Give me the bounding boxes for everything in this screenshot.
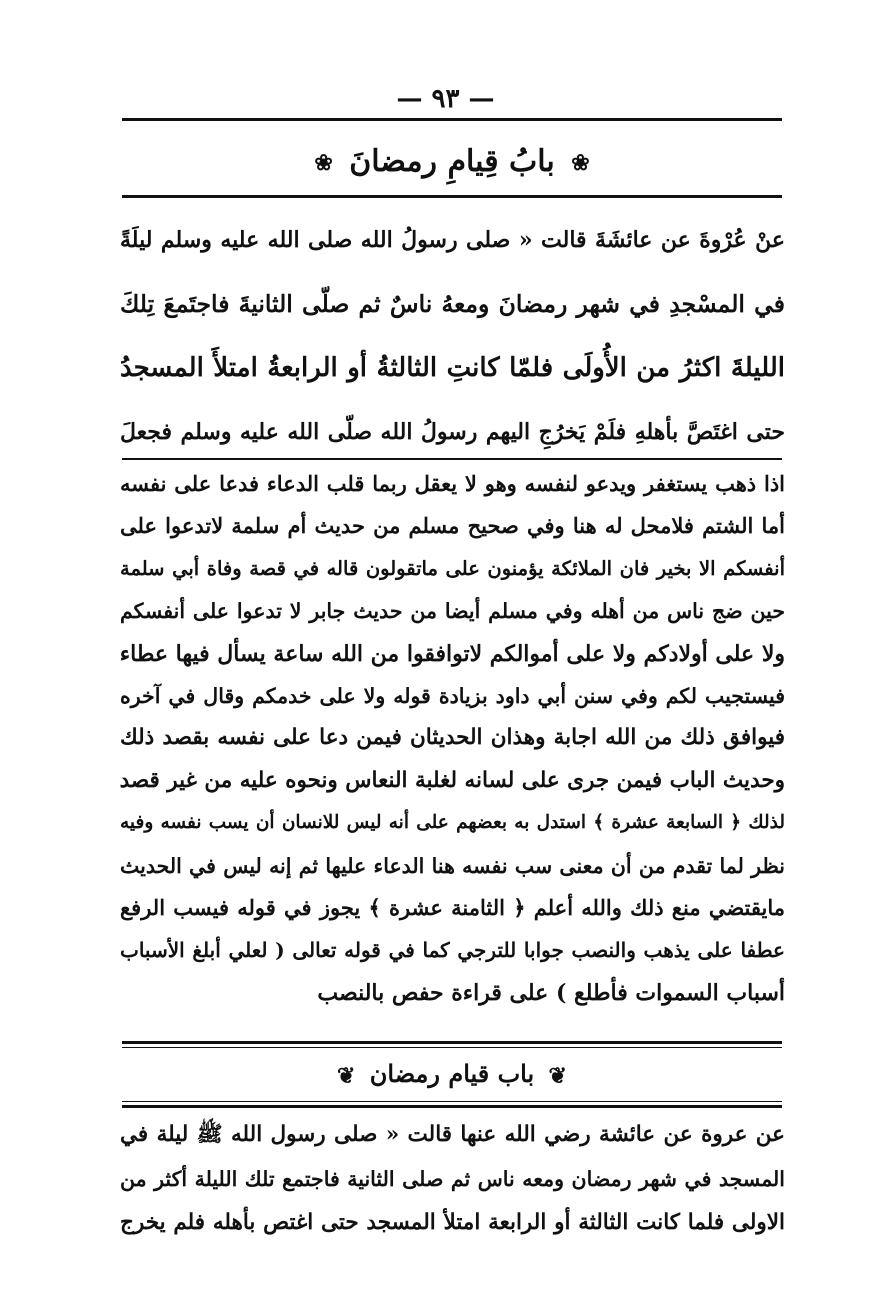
sharh-line: وحديث الباب فيمن جرى على لسانه لغلبة النعاس ونحوه عليه من غير قصد bbox=[120, 767, 785, 793]
sharh-line: حين ضج ناس من أهله وفي مسلم أيضا من حديث جابر لا تدعوا على أنفسكم bbox=[120, 599, 785, 624]
sharh-line: أما الشتم فلامحل له هنا وفي صحيح مسلم من حديث أم سلمة لاتدعوا على bbox=[120, 513, 785, 539]
section-rule-top-thick bbox=[122, 1041, 782, 1044]
section-rule-top-thin bbox=[122, 1047, 782, 1048]
top-heading-text: بابُ قِيامِ رمضانَ bbox=[349, 144, 555, 179]
heading-rule bbox=[122, 195, 782, 198]
bottom-heading-text: باب قيام رمضان bbox=[369, 1059, 535, 1088]
sharh-text bbox=[120, 463, 785, 1014]
ornament-right-icon: ❀ bbox=[571, 150, 590, 176]
lower-text bbox=[120, 1113, 785, 1245]
sharh-line: اذا ذهب يستغفر ويدعو لنفسه وهو لا يعقل ربما قلب الدعاء فدعا على نفسه bbox=[120, 471, 785, 496]
matn-line: حتى اغتَصَّ بأهلهِ فلَمْ يَخرُجِ اليهم رسولُ الله صلّى الله عليه وسلم فجعلَ bbox=[120, 419, 785, 445]
sharh-line: أسباب السموات فأطلع ) على قراءة حفص بالنصب bbox=[317, 979, 785, 1006]
matn-sharh-divider bbox=[122, 458, 782, 460]
sharh-line: نظر لما تقدم من أن معنى سب نفسه هنا الدعاء عليها ثم إنه ليس في الحديث bbox=[120, 853, 785, 878]
top-rule bbox=[122, 118, 782, 121]
matn-line: عنْ عُرْوةَ عن عائشَةَ قالت « صلى رسولُ الله صلى الله عليه وسلم ليلَةً bbox=[120, 227, 785, 253]
sharh-line: أنفسكم الا بخير فان الملائكة يؤمنون على ماتقولون قاله في قصة وفاة أبي سلمة bbox=[120, 556, 785, 580]
sharh-line: مايقتضي منع ذلك والله أعلم ﴿ الثامنة عشرة ﴾ يجوز في قوله فيسب الرفع bbox=[120, 894, 785, 920]
matn-line: الليلةَ اكثرُ من الأُولَى فلمّا كانتِ الثالثةُ أو الرابعةُ امتلأَ المسجدُ bbox=[120, 353, 785, 383]
lower-line: المسجد في شهر رمضان ومعه ناس ثم صلى الثانية فاجتمع تلك الليلة أكثر من bbox=[120, 1167, 785, 1191]
page-number: — ٩٣ — bbox=[396, 84, 495, 114]
section-rule-bottom-thick bbox=[122, 1105, 782, 1108]
sharh-line: فيستجيب لكم وفي سنن أبي داود بزيادة قوله ولا على خدمكم وقال في آخره bbox=[120, 683, 785, 708]
bottom-chapter-heading bbox=[122, 1052, 782, 1096]
ornament-left-icon: ❀ bbox=[314, 150, 333, 176]
sharh-line: لذلك ﴿ السابعة عشرة ﴾ استدل به بعضهم على أنه ليس للانسان أن يسب نفسه وفيه bbox=[120, 812, 785, 834]
section-rule-bottom-thin bbox=[122, 1101, 782, 1102]
top-chapter-heading bbox=[122, 140, 782, 184]
matn-text bbox=[120, 208, 785, 464]
ornament-right-icon: ❦ bbox=[548, 1062, 567, 1089]
ornament-left-icon: ❦ bbox=[337, 1062, 356, 1089]
matn-line: في المسْجدِ في شهر رمضانَ ومعهُ ناسٌ ثم صلّى الثانيةَ فاجتَمعَ تِلكَ bbox=[120, 290, 785, 318]
lower-line: عن عروة عن عائشة رضي الله عنها قالت « صلى رسول الله ﷺ ليلة في bbox=[120, 1122, 785, 1147]
lower-line: الاولى فلما كانت الثالثة أو الرابعة امتلأ المسجد حتى اغتص بأهله فلم يخرج bbox=[120, 1210, 785, 1235]
sharh-line: ولا على أولادكم ولا على أموالكم لاتوافقوا من الله ساعة يسأل فيها عطاء bbox=[120, 640, 785, 667]
sharh-line: عطفا على يذهب والنصب جوابا للترجي كما في قوله تعالى ( لعلي أبلغ الأسباب bbox=[120, 938, 785, 963]
sharh-line: فيوافق ذلك من الله اجابة وهذان الحديثان فيمن دعا على نفسه بقصد ذلك bbox=[120, 725, 785, 751]
